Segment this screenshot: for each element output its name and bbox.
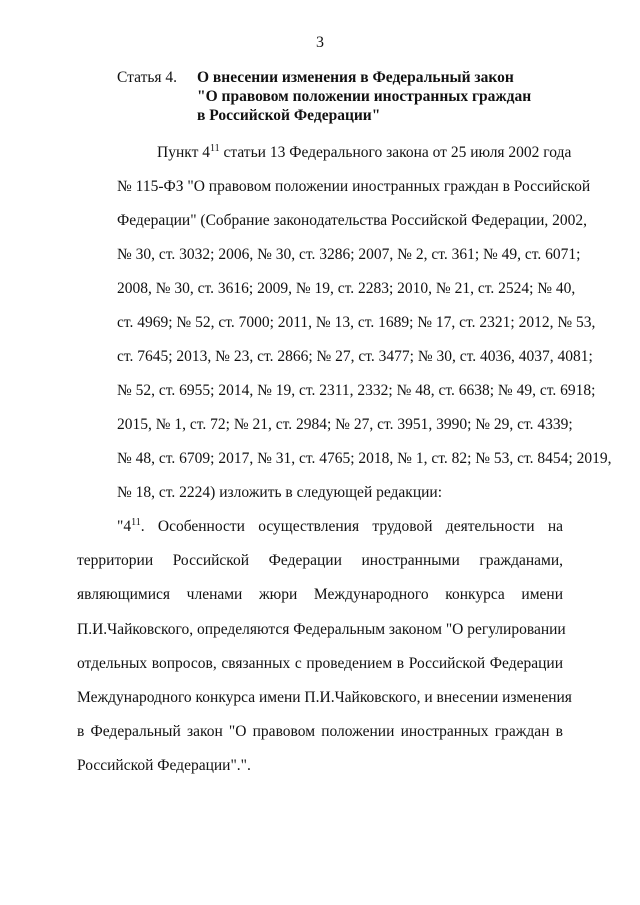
text-line: П.И.Чайковского, определяются Федеральным законом "О регулировании <box>77 620 566 638</box>
text-line: 2008, № 30, ст. 3616; 2009, № 19, ст. 2283; 2010, № 21, ст. 2524; № 40, <box>117 280 576 297</box>
text-line: № 18, ст. 2224) изложить в следующей редакции: <box>117 484 443 501</box>
text-line: № 52, ст. 6955; 2014, № 19, ст. 2311, 2332; № 48, ст. 6638; № 49, ст. 6918; <box>117 382 596 399</box>
text-segment: статьи 13 Федерального закона от 25 июля 2002 года <box>219 144 572 161</box>
text-line <box>77 136 572 170</box>
text-line: № 115-ФЗ "О правовом положении иностранных граждан в Российской <box>117 178 591 195</box>
text-line: в Федеральный закон "О правовом положении иностранных граждан в <box>77 723 563 741</box>
text-line <box>77 510 563 544</box>
text-line: ст. 4969; № 52, ст. 7000; 2011, № 13, ст. 1689; № 17, ст. 2321; 2012, № 53, <box>117 314 596 331</box>
text-line: Федерации" (Собрание законодательства Российской Федерации, 2002, <box>117 212 588 229</box>
text-line: № 30, ст. 3032; 2006, № 30, ст. 3286; 2007, № 2, ст. 361; № 49, ст. 6071; <box>117 246 581 263</box>
text-line: Международного конкурса имени П.И.Чайковского, и внесении изменения <box>77 689 572 707</box>
text-line: являющимися членами жюри Международного конкурса имени <box>77 586 563 604</box>
page-number: 3 <box>316 34 324 51</box>
main-paragraph <box>77 136 612 510</box>
text-segment: Пункт 4 <box>157 144 210 161</box>
superscript: 11 <box>131 517 141 528</box>
superscript: 11 <box>209 143 220 154</box>
article-label: Статья 4. <box>117 69 178 86</box>
article-heading <box>117 68 531 125</box>
text-line: Российской Федерации".". <box>77 757 251 775</box>
text-line: территории Российской Федерации иностранными гражданами, <box>77 552 563 570</box>
text-line: 2015, № 1, ст. 72; № 21, ст. 2984; № 27, ст. 3951, 3990; № 29, ст. 4339; <box>117 416 573 433</box>
article-title: О внесении изменения в Федеральный закон "О правовом положении иностранных граждан в Российской Федерации" <box>197 69 532 124</box>
quoted-paragraph <box>77 510 572 784</box>
text-line: отдельных вопросов, связанных с проведением в Российской Федерации <box>77 654 563 672</box>
text-line: ст. 7645; 2013, № 23, ст. 2866; № 27, ст. 3477; № 30, ст. 4036, 4037, 4081; <box>117 348 593 365</box>
text-segment: "4 <box>117 518 132 535</box>
text-line: № 48, ст. 6709; 2017, № 31, ст. 4765; 2018, № 1, ст. 82; № 53, ст. 8454; 2019, <box>117 450 612 467</box>
text-segment: . Особенности осуществления трудовой деятельности на <box>140 518 563 535</box>
